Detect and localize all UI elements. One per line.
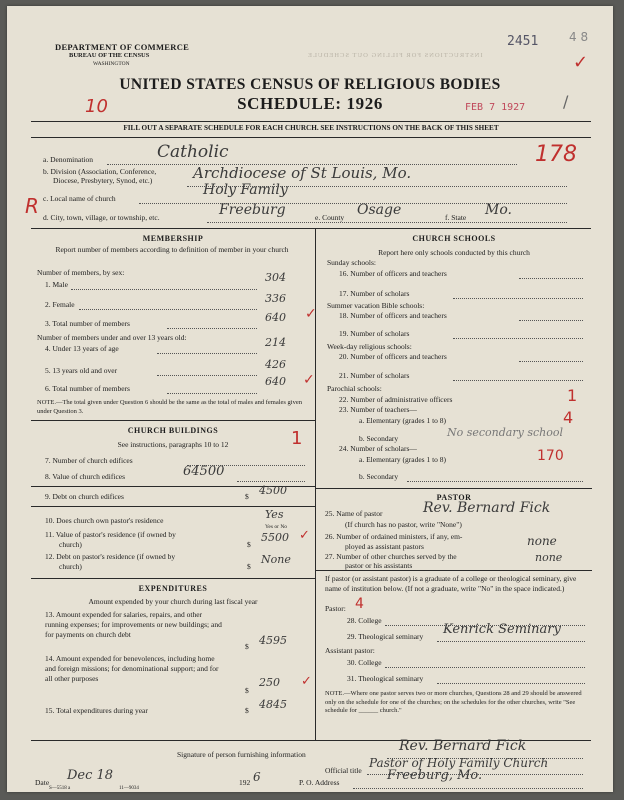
q24a-label: a. Elementary (grades 1 to 8) xyxy=(359,455,447,464)
show-through-text: INSTRUCTIONS FOR FILLING OUT SCHEDULE xyxy=(307,52,483,59)
q26-value: none xyxy=(527,534,557,548)
pastor-label: Pastor: xyxy=(325,604,346,613)
signature-value: Rev. Bernard Fick xyxy=(399,738,527,754)
dotted-line xyxy=(167,328,257,329)
state-value: Mo. xyxy=(485,202,512,218)
official-title-value: Pastor of Holy Family Church xyxy=(369,756,549,770)
q8-label: 8. Value of church edifices xyxy=(45,472,126,481)
expenditures-intro: Amount expended by your church during last fiscal year xyxy=(88,597,258,606)
form-code-2: 11—9034 xyxy=(119,786,139,791)
q23b-value: No secondary school xyxy=(447,426,563,439)
dotted-line xyxy=(207,222,567,223)
red-check-top: ✓ xyxy=(573,52,589,73)
county-value: Osage xyxy=(357,202,402,218)
city-label: d. City, town, village, or township, etc. xyxy=(43,213,160,222)
assistant-label: Assistant pastor: xyxy=(325,646,375,655)
q26-label-1: 26. Number of ordained ministers, if any, em- xyxy=(325,532,463,541)
county-label: e. County xyxy=(315,213,345,222)
pastor-note: NOTE.—Where one pastor serves two or more churches, Questions 28 and 29 should be answered only on the schedule for one of the churches; on the schedules for the other churches, write "See schedule for ______ church." xyxy=(325,690,582,714)
q5-label: 5. 13 years old and over xyxy=(45,366,118,375)
q29-value: Kenrick Seminary xyxy=(443,622,561,637)
red-check: ✓ xyxy=(305,306,317,322)
rule xyxy=(316,488,592,489)
dotted-line xyxy=(407,481,583,482)
q24a-value: 170 xyxy=(537,448,564,464)
bureau-heading: BUREAU OF THE CENSUS xyxy=(69,52,150,59)
q6-label: 6. Total number of members xyxy=(45,384,130,393)
schools-intro: Report here only schools conducted by this church xyxy=(378,248,530,257)
red-check: ✓ xyxy=(301,674,312,689)
year-digit: 6 xyxy=(253,770,261,784)
membership-note: NOTE.—The total given under Question 6 should be the same as the total of males and females given under Question 3. xyxy=(37,399,302,415)
dotted-line xyxy=(157,375,257,376)
form-title: UNITED STATES CENSUS OF RELIGIOUS BODIES xyxy=(119,76,501,93)
address-value: Freeburg, Mo. xyxy=(387,768,483,783)
q29-label: 29. Theological seminary xyxy=(347,632,424,641)
census-schedule-sheet xyxy=(7,6,613,792)
file-number-small: 4 8 xyxy=(569,30,589,44)
state-label: f. State xyxy=(445,213,467,222)
q12-label-2: church) xyxy=(59,562,82,571)
file-number: 2451 xyxy=(507,34,539,49)
q7-label: 7. Number of church edifices xyxy=(45,456,133,465)
dollar-sign: $ xyxy=(245,686,249,695)
q9-label: 9. Debt on church edifices xyxy=(45,492,124,501)
address-label: P. O. Address xyxy=(299,778,340,787)
dotted-line xyxy=(453,298,583,299)
summer-schools: Summer vacation Bible schools: xyxy=(327,301,425,310)
q14-label: 14. Amount expended for benevolences, including home and foreign missions; for denominational support; and for all other purposes xyxy=(45,654,219,683)
division-value: Archdiocese of St Louis, Mo. xyxy=(193,164,412,182)
dollar-sign: $ xyxy=(247,540,251,549)
q21-label: 21. Number of scholars xyxy=(339,371,410,380)
q24-label: 24. Number of scholars— xyxy=(339,444,417,453)
signature-label: Signature of person furnishing information xyxy=(177,750,306,759)
red-check: ✓ xyxy=(299,528,310,543)
buildings-intro: See instructions, paragraphs 10 to 12 xyxy=(117,440,229,449)
q12-label-1: 12. Debt on pastor's residence (if owned by xyxy=(45,552,176,561)
dotted-line xyxy=(71,289,257,290)
q17-label: 17. Number of scholars xyxy=(339,289,410,298)
q13-value: 4595 xyxy=(259,634,287,647)
dotted-line xyxy=(437,683,585,684)
q15-label: 15. Total expenditures during year xyxy=(45,706,148,715)
age-heading: Number of members under and over 13 years old: xyxy=(37,333,187,342)
q5-value: 426 xyxy=(265,358,286,371)
q9-value: 4500 xyxy=(259,484,287,497)
rule xyxy=(31,228,591,229)
denomination-label: a. Denomination xyxy=(43,155,93,164)
expenditures-heading: EXPENDITURES xyxy=(138,584,208,593)
rule xyxy=(31,121,591,122)
members-by-sex: Number of members, by sex: xyxy=(37,268,125,277)
q25-note: (If church has no pastor, write "None") xyxy=(345,520,462,529)
rule xyxy=(31,137,591,138)
q23a-label: a. Elementary (grades 1 to 8) xyxy=(359,416,447,425)
q22-value: 1 xyxy=(567,386,578,405)
denomination-value: Catholic xyxy=(157,142,229,162)
city-heading: WASHINGTON xyxy=(93,61,130,67)
pastor-heading: PASTOR xyxy=(436,493,472,502)
q14-value: 250 xyxy=(259,676,280,689)
q2-value: 336 xyxy=(265,292,286,305)
q24b-label: b. Secondary xyxy=(359,472,399,481)
q6-value: 640 xyxy=(265,375,286,388)
rule xyxy=(316,570,592,571)
year-prefix: 192 xyxy=(239,778,251,787)
q28-label: 28. College xyxy=(347,616,382,625)
yes-no-hint: Yes or No xyxy=(265,524,288,530)
dollar-sign: $ xyxy=(245,642,249,651)
q1-value: 304 xyxy=(265,271,286,284)
buildings-heading: CHURCH BUILDINGS xyxy=(127,426,219,435)
dollar-sign: $ xyxy=(247,562,251,571)
parochial-schools: Parochial schools: xyxy=(327,384,382,393)
q2-label: 2. Female xyxy=(45,300,75,309)
form-code: S—5518 a xyxy=(49,786,71,791)
red-number-178: 178 xyxy=(535,142,577,167)
q18-label: 18. Number of officers and teachers xyxy=(339,311,447,320)
official-title-label: Official title xyxy=(325,766,362,775)
q23a-value: 4 xyxy=(563,408,574,427)
dotted-line xyxy=(237,481,305,482)
q27-value: none xyxy=(535,551,563,564)
local-name-value: Holy Family xyxy=(203,182,288,198)
date-label: Date xyxy=(35,778,50,787)
q27-label-2: pastor or his assistants xyxy=(345,561,413,570)
rule xyxy=(31,420,315,421)
local-name-label: c. Local name of church xyxy=(43,194,116,203)
q10-value: Yes xyxy=(265,508,284,521)
q11-label-1: 11. Value of pastor's residence (if owned by xyxy=(45,530,176,539)
rule xyxy=(31,506,315,507)
q26-label-2: ployed as assistant pastors xyxy=(345,542,424,551)
graduate-note: If pastor (or assistant pastor) is a graduate of a college or theological seminary, give name of institution below. (If not a graduate, write "No" in the space indicated.) xyxy=(325,574,577,593)
membership-intro: Report number of members according to definition of member in your church xyxy=(55,245,289,254)
q23-label: 23. Number of teachers— xyxy=(339,405,417,414)
red-number-ten: 10 xyxy=(85,96,108,117)
q16-label: 16. Number of officers and teachers xyxy=(339,269,447,278)
q22-label: 22. Number of administrative officers xyxy=(339,395,453,404)
q23b-label: b. Secondary xyxy=(359,434,399,443)
red-check: ✓ xyxy=(303,372,315,388)
q8-value: 64500 xyxy=(183,464,225,479)
instruction-line: FILL OUT A SEPARATE SCHEDULE FOR EACH CHURCH. SEE INSTRUCTIONS ON THE BACK OF THIS SHEET xyxy=(123,124,499,132)
q1-label: 1. Male xyxy=(45,280,68,289)
schools-heading: CHURCH SCHOOLS xyxy=(412,234,496,243)
division-label-line2: Diocese, Presbytery, Synod, etc.) xyxy=(53,176,153,185)
dotted-line xyxy=(437,641,585,642)
division-label-line1: b. Division (Association, Conference, xyxy=(43,167,157,176)
q4-value: 214 xyxy=(265,336,286,349)
dotted-line xyxy=(167,393,257,394)
q13-label: 13. Amount expended for salaries, repairs, and other running expenses; for improvements or new buildings; and for payments on church debt xyxy=(45,610,222,639)
dollar-sign: $ xyxy=(245,492,249,501)
q11-value: 5500 xyxy=(261,531,289,544)
q12-value: None xyxy=(261,553,291,566)
membership-heading: MEMBERSHIP xyxy=(142,234,204,243)
dotted-line xyxy=(157,353,257,354)
dotted-line xyxy=(519,361,583,362)
q4-label: 4. Under 13 years of age xyxy=(45,344,119,353)
column-divider xyxy=(315,228,316,740)
q20-label: 20. Number of officers and teachers xyxy=(339,352,447,361)
received-date-stamp: FEB 7 1927 xyxy=(465,102,526,113)
q11-label-2: church) xyxy=(59,540,82,549)
weekday-schools: Week-day religious schools: xyxy=(327,342,412,351)
dotted-line xyxy=(79,309,257,310)
q3-value: 640 xyxy=(265,311,286,324)
sunday-schools: Sunday schools: xyxy=(327,258,376,267)
q19-label: 19. Number of scholars xyxy=(339,329,410,338)
q25-value: Rev. Bernard Fick xyxy=(423,500,551,516)
q31-label: 31. Theological seminary xyxy=(347,674,424,683)
q10-label: 10. Does church own pastor's residence xyxy=(45,516,164,525)
red-letter-r: R xyxy=(25,194,39,218)
dollar-sign: $ xyxy=(245,706,249,715)
department-heading: DEPARTMENT OF COMMERCE xyxy=(55,42,190,52)
q15-value: 4845 xyxy=(259,698,287,711)
dotted-line xyxy=(453,380,583,381)
q3-label: 3. Total number of members xyxy=(45,319,130,328)
date-value: Dec 18 xyxy=(67,768,114,783)
q30-label: 30. College xyxy=(347,658,382,667)
red-one: 1 xyxy=(291,428,303,449)
rule xyxy=(31,578,315,579)
pencil-check: / xyxy=(563,92,569,111)
city-value: Freeburg xyxy=(219,202,286,218)
q25-label: 25. Name of pastor xyxy=(325,509,383,518)
dotted-line xyxy=(519,320,583,321)
dotted-line xyxy=(353,788,583,789)
schedule-title: SCHEDULE: 1926 xyxy=(237,94,383,113)
q27-label-1: 27. Number of other churches served by the xyxy=(325,552,457,561)
dotted-line xyxy=(385,667,585,668)
dotted-line xyxy=(519,278,583,279)
pastor-mark: 4 xyxy=(355,596,364,612)
dotted-line xyxy=(453,338,583,339)
